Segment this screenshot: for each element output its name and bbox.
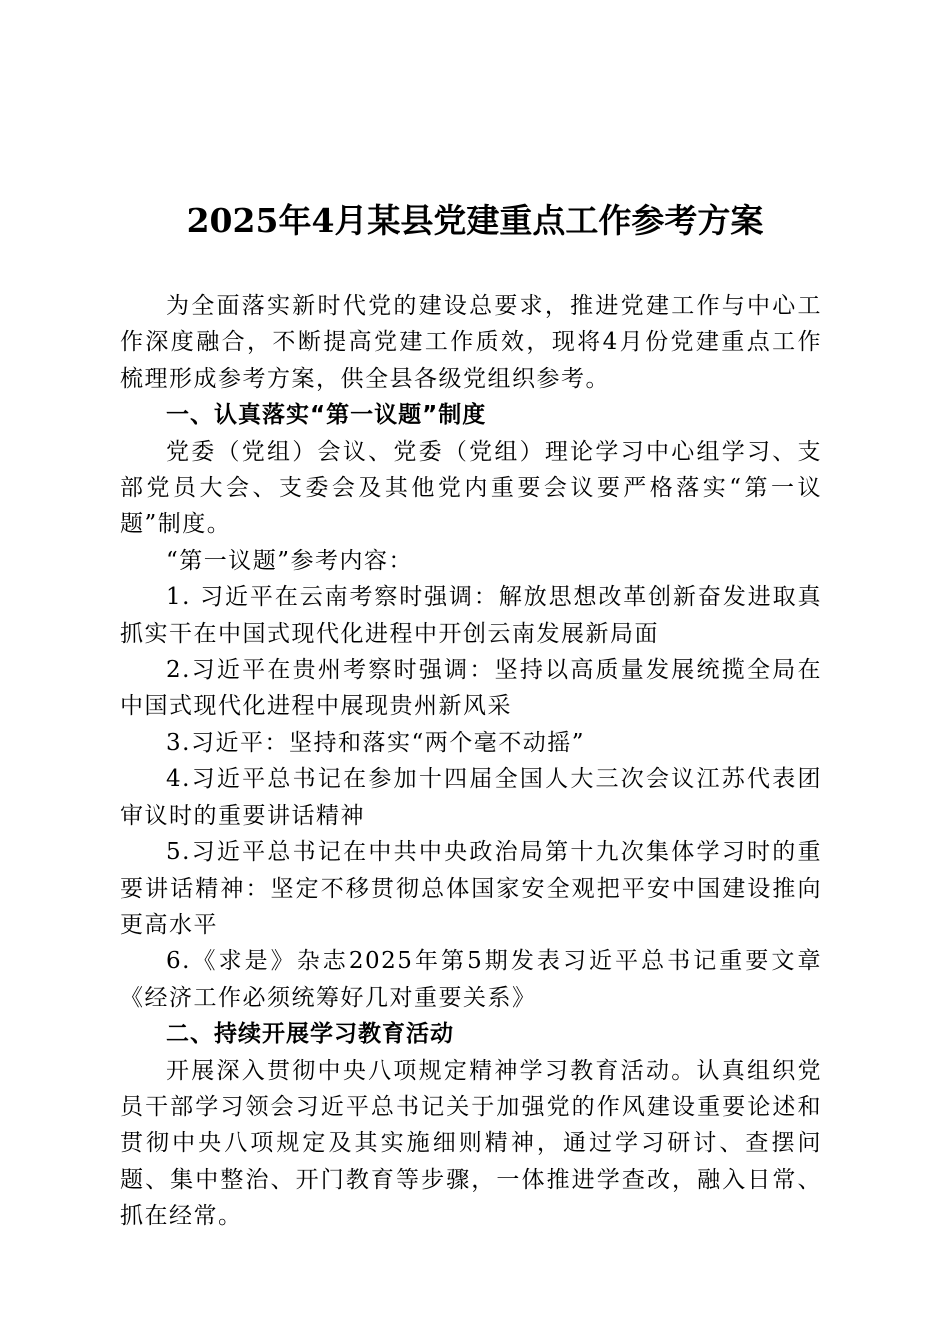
list-item-2: 2.习近平在贵州考察时强调：坚持以高质量发展统揽全局在中国式现代化进程中展现贵州新风采 bbox=[120, 657, 822, 720]
intro-paragraph: 为全面落实新时代党的建设总要求，推进党建工作与中心工作深度融合，不断提高党建工作质效，现将4月份党建重点工作梳理形成参考方案，供全县各级党组织参考。 bbox=[120, 293, 822, 392]
list-intro: “第一议题”参考内容： bbox=[166, 547, 414, 574]
document-title: 2025年4月某县党建重点工作参考方案 bbox=[186, 201, 764, 240]
list-item-1: 1. 习近平在云南考察时强调：解放思想改革创新奋发进取真抓实干在中国式现代化进程中开创云南发展新局面 bbox=[120, 584, 822, 647]
document-body bbox=[120, 288, 822, 1235]
list-item-5: 5.习近平总书记在中共中央政治局第十九次集体学习时的重要讲话精神：坚定不移贯彻总体国家安全观把平安中国建设推向更高水平 bbox=[120, 839, 822, 938]
section-2-paragraph: 开展深入贯彻中央八项规定精神学习教育活动。认真组织党员干部学习领会习近平总书记关于加强党的作风建设重要论述和贯彻中央八项规定及其实施细则精神，通过学习研讨、查摆问题、集中整治、开门教育等步骤，一体推进学查改，融入日常、抓在经常。 bbox=[120, 1057, 822, 1230]
section-1-paragraph: 党委（党组）会议、党委（党组）理论学习中心组学习、支部党员大会、支委会及其他党内重要会议要严格落实“第一议题”制度。 bbox=[120, 438, 822, 538]
section-1-heading: 一、认真落实“第一议题”制度 bbox=[166, 402, 487, 429]
list-item-3: 3.习近平：坚持和落实“两个毫不动摇” bbox=[166, 729, 585, 756]
section-2-heading: 二、持续开展学习教育活动 bbox=[166, 1021, 454, 1048]
list-item-6: 6.《求是》杂志2025年第5期发表习近平总书记重要文章《经济工作必须统筹好几对重要关系》 bbox=[120, 948, 822, 1011]
list-item-4: 4.习近平总书记在参加十四届全国人大三次会议江苏代表团审议时的重要讲话精神 bbox=[120, 766, 822, 829]
